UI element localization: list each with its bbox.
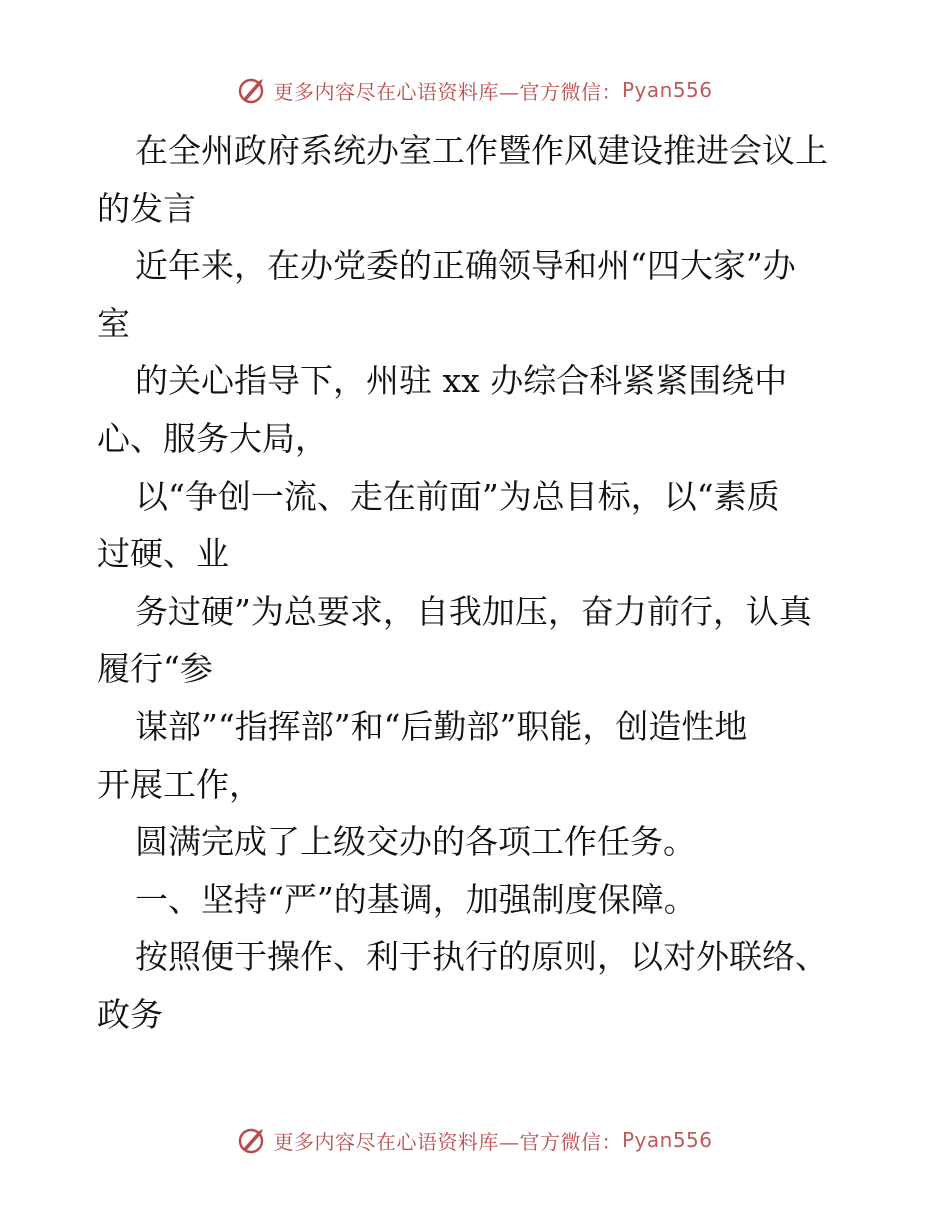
text-line: 政务 <box>97 994 163 1034</box>
text-line: 室 <box>97 303 130 343</box>
document-body <box>97 122 857 1044</box>
text-line: 在全州政府系统办室工作暨作风建设推进会议上 <box>135 131 828 170</box>
text-line: 务过硬”为总要求，自我加压，奋力前行，认真 <box>135 591 812 631</box>
text-line: 近年来，在办党委的正确领导和州“四大家”办 <box>135 246 796 286</box>
text-line: 过硬、业 <box>97 534 229 574</box>
text-line: 履行“参 <box>97 649 213 689</box>
header-watermark <box>0 70 950 110</box>
text-line: 以“争创一流、走在前面”为总目标，以“素质 <box>135 476 780 516</box>
watermark-id: Pyan556 <box>621 1128 713 1152</box>
text-line: 圆满完成了上级交办的各项工作任务。 <box>135 822 696 862</box>
text-line: 一、坚持“严”的基调，加强制度保障。 <box>135 879 697 919</box>
text-line: 的关心指导下，州驻 xx 办综合科紧紧围绕中 <box>135 361 788 401</box>
text-line: 开展工作， <box>97 764 262 804</box>
text-line: 按照便于操作、利于执行的原则，以对外联络、 <box>135 937 828 977</box>
quill-pen-logo-icon <box>237 1125 267 1155</box>
watermark-text: 更多内容尽在心语资料库—官方微信： <box>273 79 622 104</box>
footer-watermark <box>0 1120 950 1160</box>
text-line: 谋部”“指挥部”和“后勤部”职能，创造性地 <box>135 706 748 746</box>
text-line: 心、服务大局， <box>97 418 328 458</box>
quill-pen-logo-icon <box>237 75 267 105</box>
text-line: 的发言 <box>97 188 196 228</box>
watermark-id: Pyan556 <box>621 78 713 102</box>
watermark-text: 更多内容尽在心语资料库—官方微信： <box>273 1129 622 1154</box>
